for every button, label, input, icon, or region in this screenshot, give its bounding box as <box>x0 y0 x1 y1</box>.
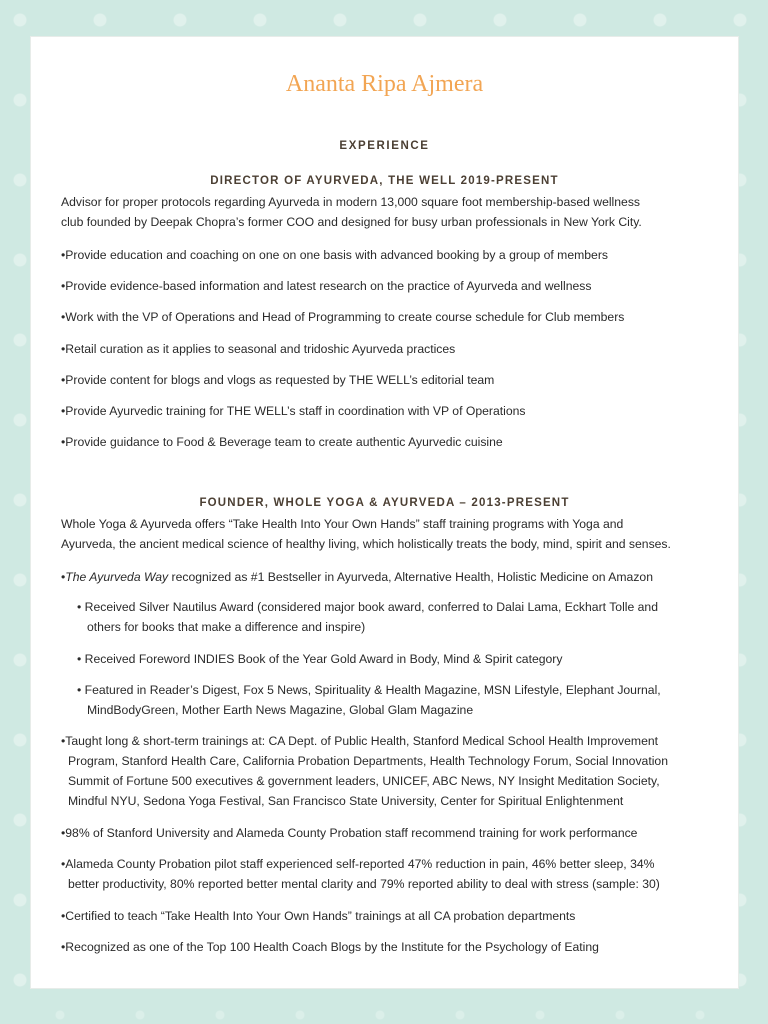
resume-page <box>31 37 738 988</box>
sub-list-item: • Received Foreword INDIES Book of the Year Gold Award in Body, Mind & Spirit category <box>77 652 563 666</box>
list-item: •Recognized as one of the Top 100 Health Coach Blogs by the Institute for the Psychology of Eating <box>61 940 599 954</box>
list-item-cont: Program, Stanford Health Care, California Probation Departments, Health Technology Forum, Social Innovation <box>68 754 668 768</box>
sub-list-item-cont: MindBodyGreen, Mother Earth News Magazine, Global Glam Magazine <box>87 703 474 717</box>
list-item: •Certified to teach “Take Health Into Your Own Hands” trainings at all CA probation departments <box>61 909 576 923</box>
job-description-line: Whole Yoga & Ayurveda offers “Take Health Into Your Own Hands” staff training programs with Yoga and <box>61 517 624 531</box>
sub-list-item-cont: others for books that make a difference and inspire) <box>87 620 366 634</box>
job-title-founder: FOUNDER, WHOLE YOGA & AYURVEDA – 2013-PRESENT <box>199 497 570 509</box>
list-item: •Provide guidance to Food & Beverage team to create authentic Ayurvedic cuisine <box>61 435 503 449</box>
list-item-book <box>61 567 653 587</box>
sub-list-item: • Featured in Reader’s Digest, Fox 5 News, Spirituality & Health Magazine, MSN Lifestyle, Elephant Journal, <box>77 683 661 697</box>
sub-list-item: • Received Silver Nautilus Award (considered major book award, conferred to Dalai Lama, Eckhart Tolle and <box>77 600 658 614</box>
person-name: Ananta Ripa Ajmera <box>285 71 484 97</box>
list-item: •Alameda County Probation pilot staff experienced self-reported 47% reduction in pain, 46% better sleep, 34% <box>61 857 655 871</box>
section-title-experience: EXPERIENCE <box>339 140 430 152</box>
list-item-cont: Mindful NYU, Sedona Yoga Festival, San Francisco State University, Center for Spiritual Enlightenment <box>68 794 624 808</box>
list-item-cont: better productivity, 80% reported better mental clarity and 79% reported ability to deal with stress (sample: 30) <box>68 877 660 891</box>
list-item: •Retail curation as it applies to seasonal and tridoshic Ayurveda practices <box>61 342 456 356</box>
list-item: •Provide Ayurvedic training for THE WELL’s staff in coordination with VP of Operations <box>61 404 526 418</box>
bullet-glyph: • <box>61 570 66 584</box>
book-bullet-text: recognized as #1 Bestseller in Ayurveda, Alternative Health, Holistic Medicine on Amazon <box>168 570 653 584</box>
job-description-line: Ayurveda, the ancient medical science of healthy living, which holistically treats the body, mind, spirit and senses. <box>61 537 671 551</box>
job-title-director: DIRECTOR OF AYURVEDA, THE WELL 2019-PRESENT <box>210 175 559 187</box>
list-item: •Taught long & short-term trainings at: CA Dept. of Public Health, Stanford Medical School Health Improvement <box>61 734 659 748</box>
job-description-line: club founded by Deepak Chopra’s former COO and designed for busy urban professionals in New York City. <box>61 215 642 229</box>
list-item: •Provide content for blogs and vlogs as requested by THE WELL’s editorial team <box>61 373 495 387</box>
book-title: The Ayurveda Way <box>65 570 169 584</box>
list-item: •Provide evidence-based information and latest research on the practice of Ayurveda and wellness <box>61 279 592 293</box>
list-item: •Work with the VP of Operations and Head of Programming to create course schedule for Club members <box>61 310 625 324</box>
list-item: •98% of Stanford University and Alameda County Probation staff recommend training for work performance <box>61 826 638 840</box>
list-item-cont: Summit of Fortune 500 executives & government leaders, UNICEF, ABC News, NY Insight Meditation Society, <box>68 774 660 788</box>
list-item: •Provide education and coaching on one on one basis with advanced booking by a group of members <box>61 248 608 262</box>
job-description-line: Advisor for proper protocols regarding Ayurveda in modern 13,000 square foot membership-based wellness <box>61 195 641 209</box>
